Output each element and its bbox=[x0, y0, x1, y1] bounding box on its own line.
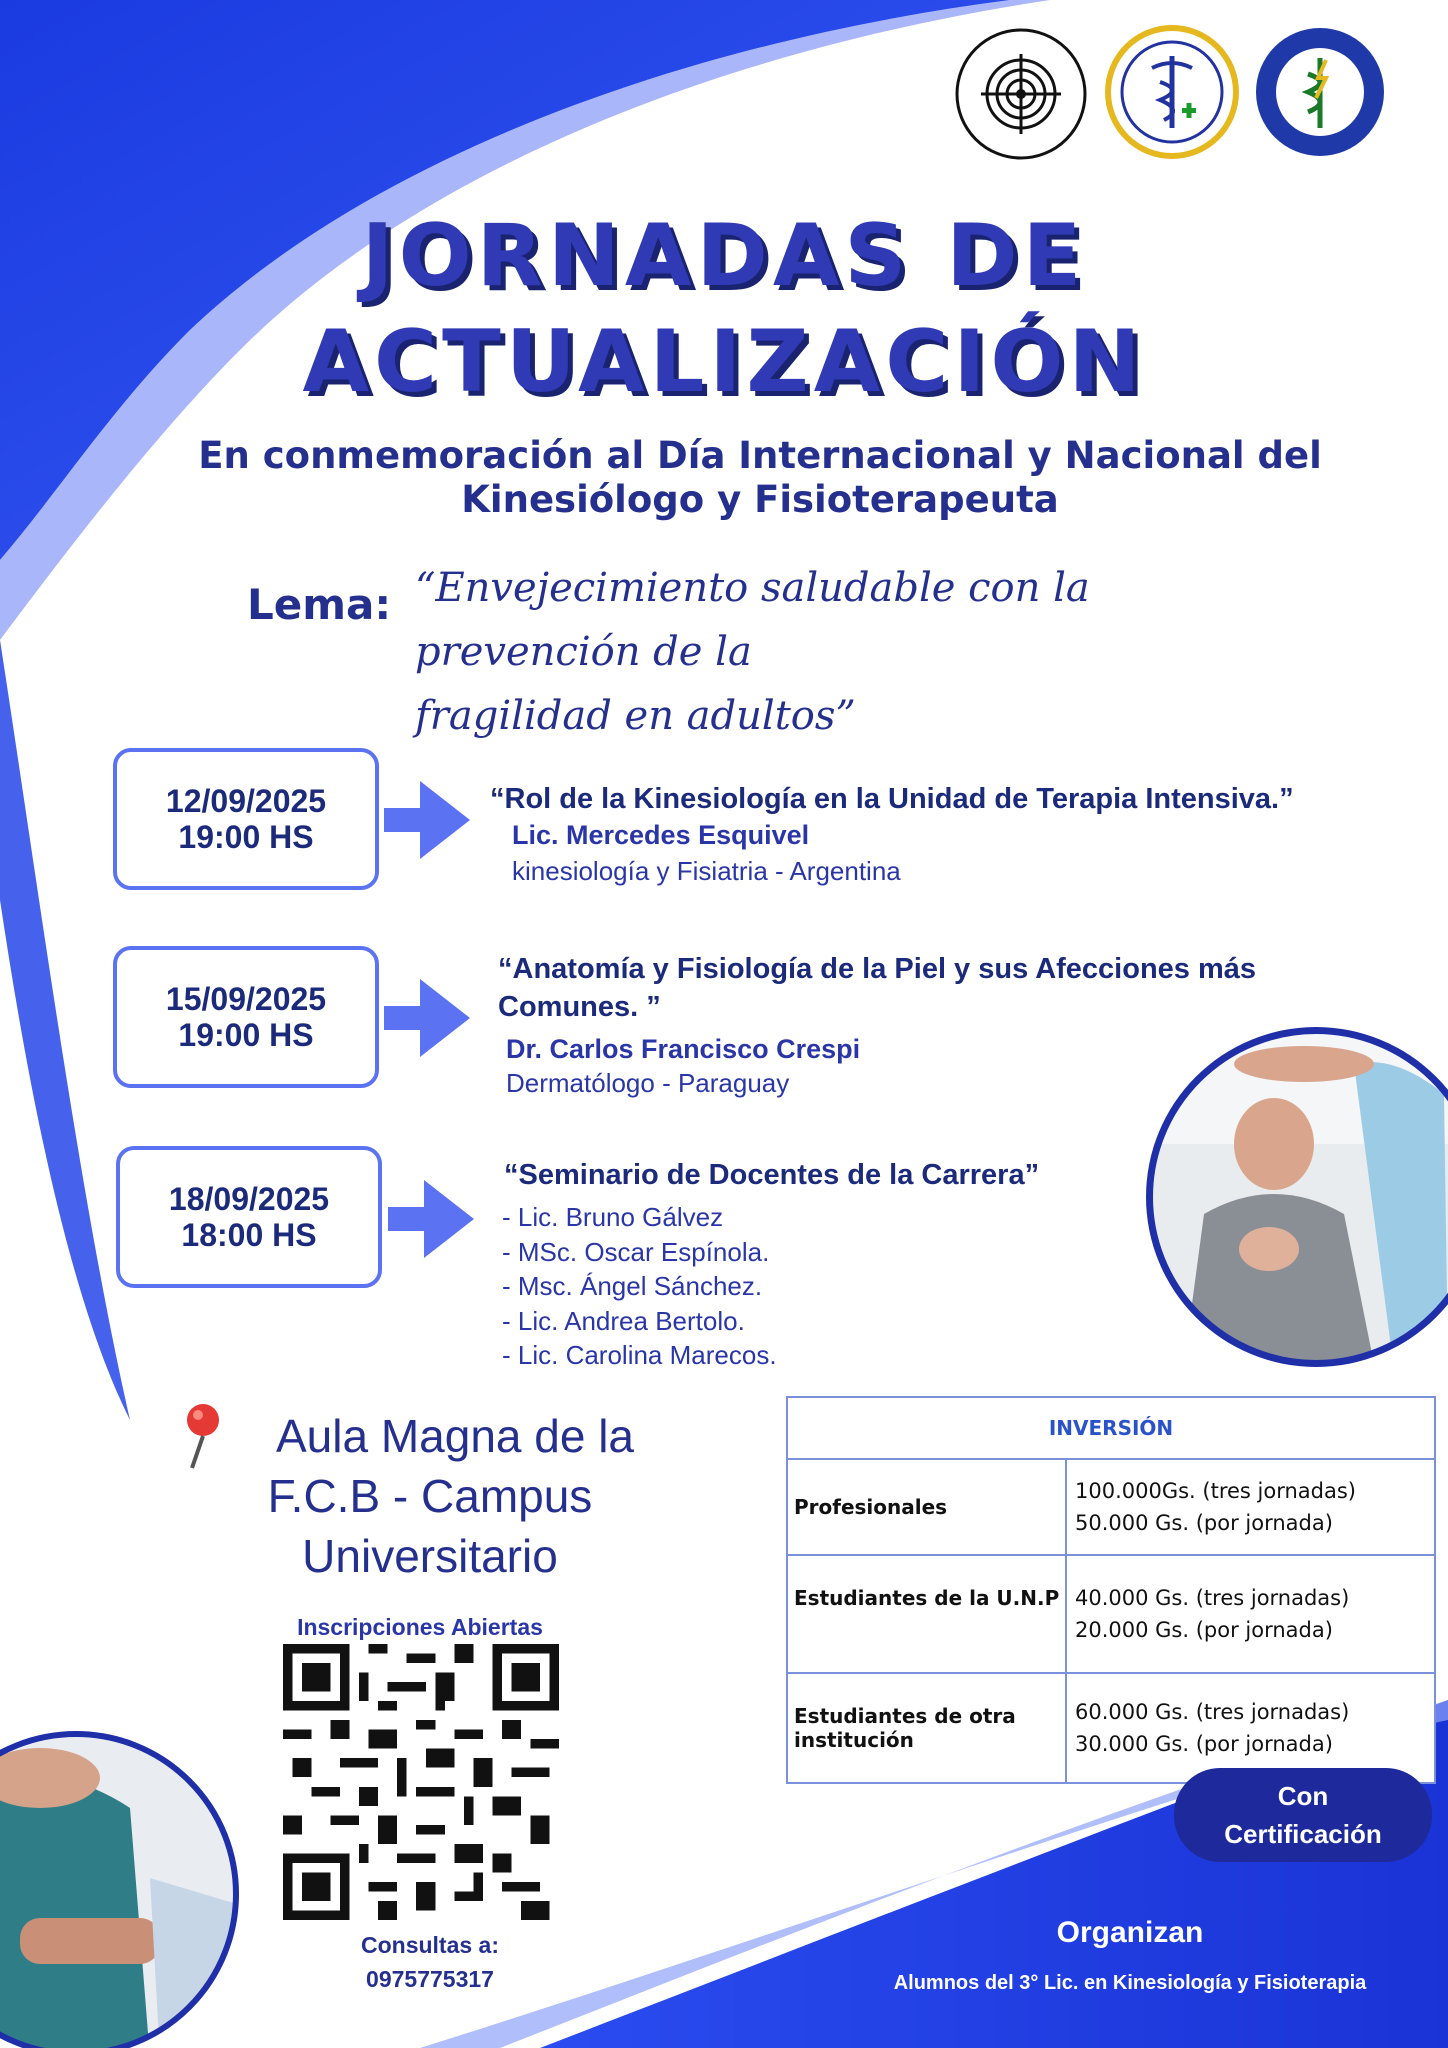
list-item: - MSc. Oscar Espínola. bbox=[502, 1236, 770, 1267]
price-cell bbox=[1066, 1673, 1435, 1783]
price-cell bbox=[1066, 1459, 1435, 1555]
list-item: - Msc. Ángel Sánchez. bbox=[502, 1271, 763, 1301]
session-1-datebox bbox=[113, 748, 379, 890]
phone-number[interactable]: 0975775317 bbox=[366, 1966, 494, 1992]
session-2-title-line2: Comunes. ” bbox=[498, 991, 661, 1023]
arrow-shaft bbox=[388, 1207, 428, 1231]
venue-line1: Aula Magna de la bbox=[275, 1410, 635, 1462]
lema-line1: “Envejecimiento saludable con la prevención de la bbox=[415, 565, 1090, 675]
list-item: - Lic. Bruno Gálvez bbox=[502, 1202, 724, 1232]
venue-line3: Universitario bbox=[302, 1530, 558, 1582]
category-line: Estudiantes de otra bbox=[794, 1704, 1016, 1728]
event-title-line2: ACTUALIZACIÓN bbox=[302, 312, 1146, 412]
organizers-text: Alumnos del 3° Lic. en Kinesiología y Fisioterapia bbox=[893, 1972, 1367, 1994]
price-line: 60.000 Gs. (tres jornadas) bbox=[1075, 1700, 1350, 1724]
arrow-right-icon bbox=[420, 979, 470, 1057]
venue bbox=[180, 1406, 680, 1586]
therapy-photo-circle bbox=[1144, 1024, 1448, 1370]
unp-university-seal bbox=[953, 26, 1089, 162]
session-3-date: 18/09/2025 bbox=[168, 1181, 330, 1217]
certification-badge bbox=[1174, 1768, 1432, 1862]
kinesiologia-seal bbox=[1252, 24, 1388, 160]
organizers-label: Organizan bbox=[1056, 1916, 1204, 1949]
arrow-shaft bbox=[384, 808, 424, 832]
session-3-speaker-list bbox=[502, 1200, 777, 1373]
price-cell bbox=[1066, 1555, 1435, 1673]
session-2-title bbox=[498, 950, 1378, 1026]
table-row bbox=[787, 1673, 1435, 1783]
session-2-date: 15/09/2025 bbox=[165, 981, 327, 1017]
arrow-right-icon bbox=[424, 1180, 474, 1258]
category-cell bbox=[787, 1673, 1066, 1783]
registration-label: Inscripciones Abiertas bbox=[297, 1614, 543, 1640]
session-1-time: 19:00 HS bbox=[178, 819, 314, 855]
session-2-time: 19:00 HS bbox=[178, 1017, 314, 1053]
category-cell: Estudiantes de la U.N.P bbox=[787, 1555, 1066, 1673]
list-item: - Lic. Carolina Marecos. bbox=[502, 1340, 777, 1370]
price-line: 50.000 Gs. (por jornada) bbox=[1075, 1511, 1333, 1535]
session-1-role: kinesiología y Fisiatria - Argentina bbox=[512, 856, 901, 886]
contact-info bbox=[290, 1928, 570, 1996]
session-3-datebox bbox=[116, 1146, 382, 1288]
lema-label: Lema: bbox=[247, 580, 392, 629]
session-2-role: Dermatólogo - Paraguay bbox=[506, 1068, 790, 1098]
therapy-photo-circle-left bbox=[0, 1728, 250, 2048]
price-line: 100.000Gs. (tres jornadas) bbox=[1075, 1479, 1356, 1503]
event-title-line1: JORNADAS DE bbox=[361, 206, 1087, 306]
subtitle-line2: Kinesiólogo y Fisioterapeuta bbox=[461, 478, 1059, 521]
price-line: 40.000 Gs. (tres jornadas) bbox=[1075, 1586, 1350, 1610]
session-1-speaker: Lic. Mercedes Esquivel bbox=[512, 820, 810, 850]
session-1-date: 12/09/2025 bbox=[165, 783, 327, 819]
session-2-speaker: Dr. Carlos Francisco Crespi bbox=[506, 1034, 861, 1064]
list-item: - Lic. Andrea Bertolo. bbox=[502, 1305, 745, 1336]
session-1-title: “Rol de la Kinesiología en la Unidad de Terapia Intensiva.” bbox=[490, 783, 1294, 815]
registration-qr-code[interactable] bbox=[283, 1644, 559, 1920]
session-2-title-line1: “Anatomía y Fisiología de la Piel y sus Afecciones más bbox=[498, 953, 1257, 985]
investment-table bbox=[786, 1396, 1436, 1784]
table-row bbox=[787, 1555, 1435, 1673]
lema-line2: fragilidad en adultos” bbox=[415, 693, 856, 739]
arrow-shaft bbox=[384, 1006, 424, 1030]
subtitle-line1: En conmemoración al Día Internacional y Nacional del bbox=[198, 434, 1322, 477]
certification-line1: Con bbox=[1277, 1781, 1329, 1811]
session-2-datebox bbox=[113, 946, 379, 1088]
investment-header: INVERSIÓN bbox=[787, 1397, 1435, 1459]
fcb-faculty-seal bbox=[1104, 24, 1240, 160]
price-line: 30.000 Gs. (por jornada) bbox=[1075, 1732, 1333, 1756]
session-3-time: 18:00 HS bbox=[181, 1217, 317, 1253]
price-line: 20.000 Gs. (por jornada) bbox=[1075, 1618, 1333, 1642]
certification-line2: Certificación bbox=[1224, 1819, 1382, 1849]
table-row bbox=[787, 1459, 1435, 1555]
category-cell: Profesionales bbox=[787, 1459, 1066, 1555]
venue-line2: F.C.B - Campus bbox=[267, 1470, 593, 1522]
session-3-title: “Seminario de Docentes de la Carrera” bbox=[504, 1159, 1040, 1191]
consult-label: Consultas a: bbox=[360, 1932, 500, 1958]
arrow-right-icon bbox=[420, 781, 470, 859]
category-line: institución bbox=[794, 1728, 914, 1752]
lema-text bbox=[415, 556, 1295, 748]
